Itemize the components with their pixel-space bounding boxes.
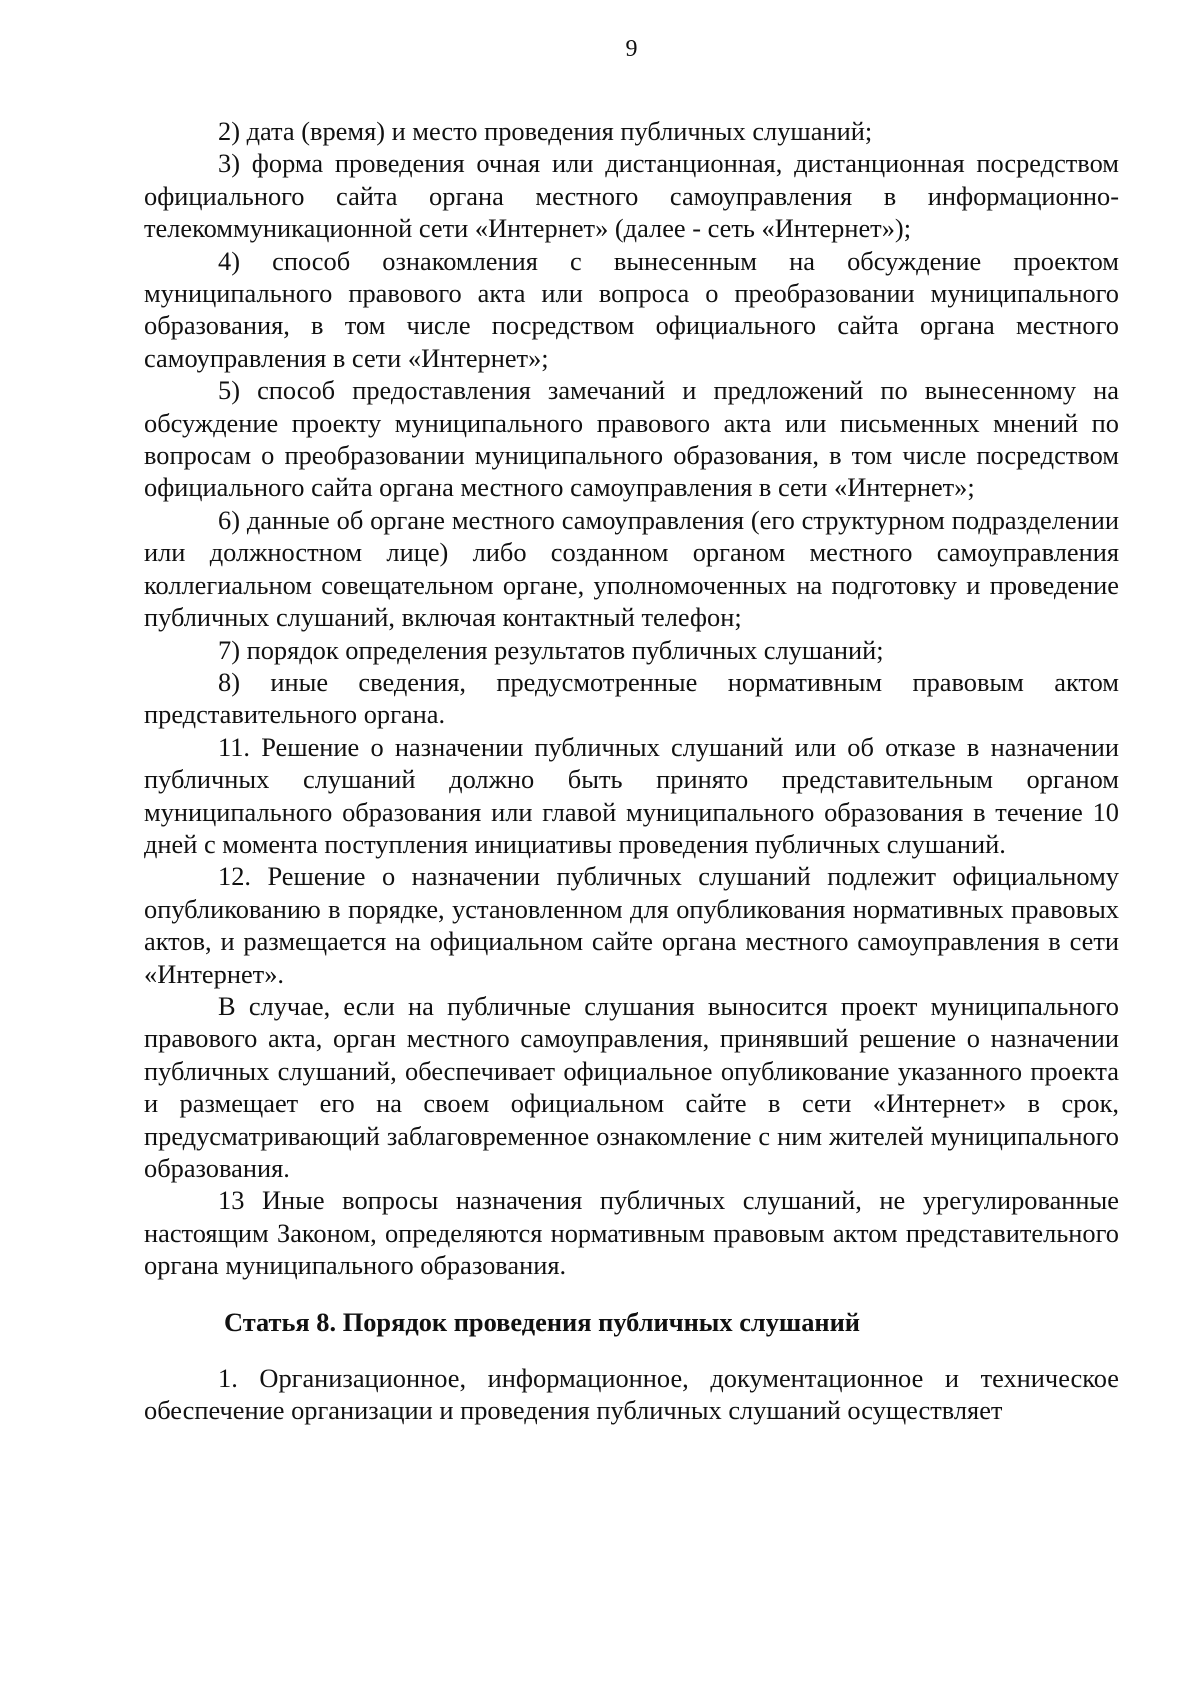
paragraph-clause-12: 12. Решение о назначении публичных слушаний подлежит официальному опубликованию в порядке, установленном для опубликования нормативных правовых актов, и размещается на официальном сайте органа местного самоуправления в сети «Интернет». — [144, 861, 1119, 989]
paragraph-article8-clause-1: 1. Организационное, информационное, документационное и техническое обеспечение организации и проведения публичных слушаний осуществляет — [144, 1363, 1119, 1426]
paragraph-item-6: 6) данные об органе местного самоуправления (его структурном подразделении или должностном лице) либо созданном органом местного самоуправления коллегиальном совещательном органе, уполномоченных на подготовку и проведение публичных слушаний, включая контактный телефон; — [144, 504, 1119, 633]
page-number: 9 — [625, 36, 638, 62]
article-heading: Статья 8. Порядок проведения публичных слушаний — [224, 1306, 861, 1337]
paragraph-clause-13: 13 Иные вопросы назначения публичных слушаний, не урегулированные настоящим Законом, определяются нормативным правовым актом представительного органа муниципального образования. — [144, 1185, 1119, 1281]
paragraph-item-8: 8) иные сведения, предусмотренные нормативным правовым актом представительного органа. — [144, 666, 1119, 730]
paragraph-clause-11: 11. Решение о назначении публичных слушаний или об отказе в назначении публичных слушаний должно быть принято представительным органом муниципального образования или главой муниципального образования в течение 10 дней с момента поступления инициативы проведения публичных слушаний. — [144, 731, 1119, 859]
paragraph-item-3: 3) форма проведения очная или дистанционная, дистанционная посредством официального сайта органа местного самоуправления в информационно-телекоммуникационной сети «Интернет» (далее - сеть «Интернет»); — [144, 148, 1119, 244]
paragraph-item-2: 2) дата (время) и место проведения публичных слушаний; — [218, 116, 873, 146]
paragraph-item-4: 4) способ ознакомления с вынесенным на обсуждение проектом муниципального правового акта или вопроса о преобразовании муниципального образования, в том числе посредством официального сайта органа местного самоуправления в сети «Интернет»; — [144, 245, 1119, 373]
paragraph-clause-12-cont: В случае, если на публичные слушания выносится проект муниципального правового акта, орган местного самоуправления, принявший решение о назначении публичных слушаний, обеспечивает официальное опубликование указанного проекта и размещает его на своем официальном сайте в сети «Интернет» в срок, предусматривающий заблаговременное ознакомление с ним жителей муниципального образования. — [144, 990, 1119, 1183]
paragraph-item-5: 5) способ предоставления замечаний и предложений по вынесенному на обсуждение проекту муниципального правового акта или письменных мнений по вопросам о преобразовании муниципального образования, в том числе посредством официального сайта органа местного самоуправления в сети «Интернет»; — [144, 375, 1119, 503]
paragraph-item-7: 7) порядок определения результатов публичных слушаний; — [218, 634, 884, 665]
document-body — [144, 115, 1119, 1427]
